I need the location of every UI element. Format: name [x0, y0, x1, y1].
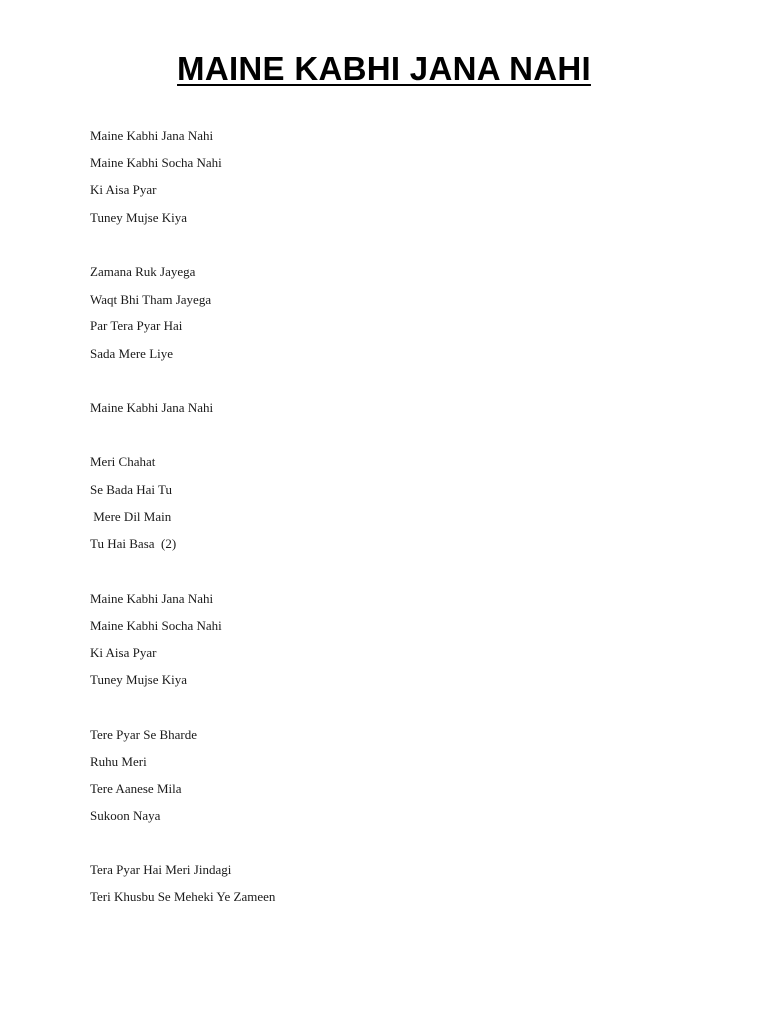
lyric-line: Sukoon Naya: [90, 808, 161, 823]
lyric-line: Tuney Mujse Kiya: [90, 672, 188, 687]
lyric-line: Ruhu Meri: [90, 754, 147, 769]
lyric-line: Ki Aisa Pyar: [90, 182, 157, 197]
lyric-line: Tere Aanese Mila: [90, 781, 182, 796]
lyric-line: Ki Aisa Pyar: [90, 645, 157, 660]
lyric-line: Meri Chahat: [90, 454, 156, 469]
lyric-line: Maine Kabhi Socha Nahi: [90, 155, 222, 170]
document-title: [0, 50, 768, 88]
lyric-line: Tera Pyar Hai Meri Jindagi: [90, 862, 232, 877]
lyric-line: Mere Dil Main: [90, 509, 172, 524]
lyric-line: Se Bada Hai Tu: [90, 482, 172, 497]
lyric-line: Waqt Bhi Tham Jayega: [90, 292, 212, 307]
lyric-line: Maine Kabhi Jana Nahi: [90, 591, 214, 606]
lyric-line: Maine Kabhi Jana Nahi: [90, 128, 214, 143]
lyric-line: Sada Mere Liye: [90, 346, 174, 361]
lyric-line: Tere Pyar Se Bharde: [90, 727, 198, 742]
lyric-line: Zamana Ruk Jayega: [90, 264, 196, 279]
lyric-line: Par Tera Pyar Hai: [90, 318, 183, 333]
lyric-line: Tuney Mujse Kiya: [90, 210, 188, 225]
lyric-line: Maine Kabhi Jana Nahi: [90, 400, 214, 415]
lyric-line: Teri Khusbu Se Meheki Ye Zameen: [90, 889, 276, 904]
lyric-line: Tu Hai Basa (2): [90, 536, 177, 551]
lyric-line: Maine Kabhi Socha Nahi: [90, 618, 222, 633]
title-text: MAINE KABHI JANA NAHI: [177, 50, 591, 87]
